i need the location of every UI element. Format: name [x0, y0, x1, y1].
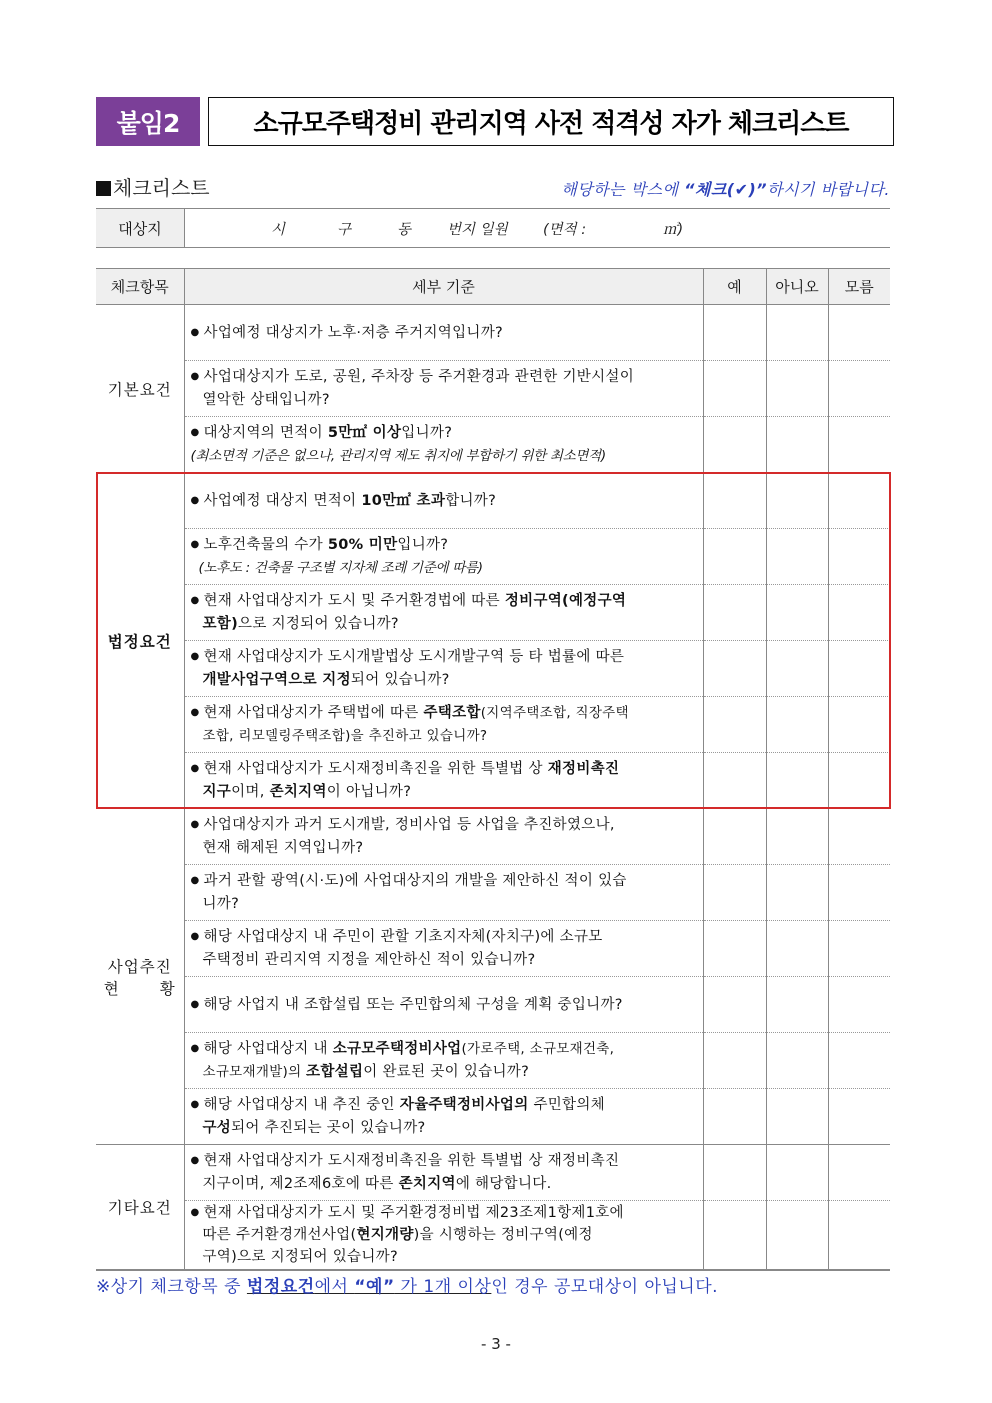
checkbox-no[interactable]: [766, 305, 828, 361]
checkbox-unknown[interactable]: [828, 1033, 890, 1089]
criteria-text: ● 과거 관할 광역(시·도)에 사업대상지의 개발을 제안하신 적이 있습 니까?: [184, 865, 703, 921]
table-row: [96, 977, 890, 1033]
checkbox-unknown[interactable]: [828, 809, 890, 865]
criteria-text: ● 현재 사업대상지가 도시재정비촉진을 위한 특별법 상 재정비촉진 지구이며, 제2조제6호에 따른 존치지역에 해당합니다.: [184, 1145, 703, 1201]
checkbox-no[interactable]: [766, 865, 828, 921]
bullet-icon: ●: [190, 763, 200, 774]
instruction-check-mark: “체크(✔)”: [684, 180, 768, 199]
table-row: [96, 473, 890, 529]
checkbox-yes[interactable]: [703, 1089, 766, 1145]
criteria-text: ● 해당 사업대상지 내 추진 중인 자율주택정비사업의 주민합의체 구성되어 추진되는 곳이 있습니까?: [184, 1089, 703, 1145]
bullet-icon: ●: [190, 1099, 200, 1110]
bullet-icon: ●: [190, 595, 200, 606]
criteria-text: ● 사업예정 대상지가 노후·저층 주거지역입니까?: [184, 305, 703, 361]
bullet-icon: ●: [190, 1207, 200, 1218]
criteria-text: ● 현재 사업대상지가 주택법에 따른 주택조합(지역주택조합, 직장주택 조합, 리모델링주택조합)을 추진하고 있습니까?: [184, 697, 703, 753]
bullet-icon: ●: [190, 931, 200, 942]
bullet-icon: ●: [190, 1043, 200, 1054]
table-header-row: [96, 269, 890, 305]
table-row: [96, 1033, 890, 1089]
checkbox-unknown[interactable]: [828, 865, 890, 921]
checkbox-yes[interactable]: [703, 1033, 766, 1089]
criteria-text: ● 현재 사업대상지가 도시 및 주거환경법에 따른 정비구역(예정구역 포함)으로 지정되어 있습니까?: [184, 585, 703, 641]
checkbox-yes[interactable]: [703, 641, 766, 697]
checkbox-yes[interactable]: [703, 865, 766, 921]
table-row: [96, 417, 890, 473]
site-lot-label: 번지 일원: [447, 221, 508, 238]
bullet-icon: ●: [190, 707, 200, 718]
checkbox-unknown[interactable]: [828, 1145, 890, 1201]
checkbox-unknown[interactable]: [828, 977, 890, 1033]
site-dong-label: 동: [397, 221, 412, 238]
table-row: [96, 865, 890, 921]
bullet-icon: ●: [190, 371, 200, 382]
checkbox-yes[interactable]: [703, 361, 766, 417]
attachment-badge: 붙임2: [96, 97, 200, 146]
checkbox-yes[interactable]: [703, 305, 766, 361]
checkbox-yes[interactable]: [703, 753, 766, 809]
table-row: [96, 1089, 890, 1145]
checkbox-unknown[interactable]: [828, 697, 890, 753]
checkbox-no[interactable]: [766, 921, 828, 977]
checkbox-yes[interactable]: [703, 473, 766, 529]
checkbox-yes[interactable]: [703, 1145, 766, 1201]
checkbox-unknown[interactable]: [828, 1201, 890, 1271]
table-row: [96, 921, 890, 977]
criteria-text: ● 사업대상지가 과거 도시개발, 정비사업 등 사업을 추진하였으나, 현재 해제된 지역입니까?: [184, 809, 703, 865]
header-criteria: 세부 기준: [184, 269, 703, 305]
checkbox-unknown[interactable]: [828, 305, 890, 361]
table-row: [96, 753, 890, 809]
checkbox-unknown[interactable]: [828, 361, 890, 417]
checkbox-unknown[interactable]: [828, 417, 890, 473]
bullet-icon: ●: [190, 494, 200, 506]
section-heading-label: 체크리스트: [113, 176, 210, 200]
bullet-icon: ●: [190, 427, 200, 438]
criteria-text: ● 대상지역의 면적이 5만㎡ 이상입니까? (최소면적 기준은 없으나, 관리지역 제도 취지에 부합하기 위한 최소면적): [184, 417, 703, 473]
bullet-icon: ●: [190, 998, 200, 1010]
category-basic: 기본요건: [96, 305, 184, 473]
square-bullet-icon: [96, 181, 111, 196]
checkbox-unknown[interactable]: [828, 585, 890, 641]
site-area-label: (면적 :: [543, 221, 587, 238]
header-category: 체크항목: [96, 269, 184, 305]
checkbox-yes[interactable]: [703, 529, 766, 585]
table-row: [96, 1201, 890, 1271]
site-district-label: 구: [337, 221, 352, 238]
table-row: [96, 697, 890, 753]
table-row: [96, 809, 890, 865]
footnote: ※상기 체크항목 중 법정요건에서 “예” 가 1개 이상인 경우 공모대상이 아닙니다.: [96, 1277, 719, 1297]
table-row: [96, 305, 890, 361]
section-heading: [96, 172, 210, 201]
checkbox-no[interactable]: [766, 1033, 828, 1089]
criteria-text: ● 사업예정 대상지 면적이 10만㎡ 초과합니까?: [184, 473, 703, 529]
checkbox-no[interactable]: [766, 977, 828, 1033]
criteria-text: ● 현재 사업대상지가 도시 및 주거환경정비법 제23조제1항제1호에 따른 주거환경개선사업(현지개량)을 시행하는 정비구역(예정 구역)으로 지정되어 있습니까?: [184, 1201, 703, 1271]
criteria-text: ● 사업대상지가 도로, 공원, 주차장 등 주거환경과 관련한 기반시설이 열악한 상태입니까?: [184, 361, 703, 417]
page-number: - 3 -: [481, 1335, 511, 1353]
criteria-text: ● 해당 사업대상지 내 주민이 관할 기초지자체(자치구)에 소규모 주택정비 관리지역 지정을 제안하신 적이 있습니까?: [184, 921, 703, 977]
bullet-icon: ●: [190, 875, 200, 886]
header-unknown: 모름: [828, 269, 890, 305]
checkbox-no[interactable]: [766, 753, 828, 809]
checkbox-no[interactable]: [766, 809, 828, 865]
site-label: 대상지: [96, 209, 185, 247]
checkbox-no[interactable]: [766, 1201, 828, 1271]
site-city-label: 시: [271, 221, 286, 238]
checkbox-yes[interactable]: [703, 585, 766, 641]
check-instruction: [561, 177, 890, 200]
table-row: [96, 585, 890, 641]
document-title: 소규모주택정비 관리지역 사전 적격성 자가 체크리스트: [208, 97, 894, 146]
category-progress: 사업추진 현 황: [96, 809, 184, 1145]
checkbox-unknown[interactable]: [828, 1089, 890, 1145]
criteria-text: ● 해당 사업대상지 내 소규모주택정비사업(가로주택, 소규모재건축, 소규모재개발)의 조합설립이 완료된 곳이 있습니까?: [184, 1033, 703, 1089]
table-row: [96, 1145, 890, 1201]
checkbox-no[interactable]: [766, 1089, 828, 1145]
instruction-text-end: 하시기 바랍니다.: [767, 180, 890, 199]
checkbox-no[interactable]: [766, 361, 828, 417]
checkbox-no[interactable]: [766, 641, 828, 697]
checkbox-no[interactable]: [766, 473, 828, 529]
site-area-unit: ㎡): [663, 221, 684, 238]
checkbox-unknown[interactable]: [828, 753, 890, 809]
checkbox-no[interactable]: [766, 1145, 828, 1201]
table-row: [96, 641, 890, 697]
checkbox-unknown[interactable]: [828, 921, 890, 977]
checkbox-unknown[interactable]: [828, 529, 890, 585]
table-row: [96, 529, 890, 585]
header-yes: 예: [703, 269, 766, 305]
checkbox-unknown[interactable]: [828, 641, 890, 697]
checkbox-yes[interactable]: [703, 1201, 766, 1271]
checkbox-no[interactable]: [766, 697, 828, 753]
site-table: [96, 208, 890, 248]
checkbox-yes[interactable]: [703, 697, 766, 753]
checkbox-no[interactable]: [766, 417, 828, 473]
bullet-icon: ●: [190, 651, 200, 662]
criteria-text: ● 현재 사업대상지가 도시개발법상 도시개발구역 등 타 법률에 따른 개발사업구역으로 지정되어 있습니까?: [184, 641, 703, 697]
checkbox-yes[interactable]: [703, 809, 766, 865]
site-address-field[interactable]: [185, 209, 890, 247]
criteria-text: ● 현재 사업대상지가 도시재정비촉진을 위한 특별법 상 재정비촉진 지구이며, 존치지역이 아닙니까?: [184, 753, 703, 809]
header-no: 아니오: [766, 269, 828, 305]
checklist-table: [96, 268, 890, 1271]
criteria-text: ● 해당 사업지 내 조합설립 또는 주민합의체 구성을 계획 중입니까?: [184, 977, 703, 1033]
criteria-text: ● 노후건축물의 수가 50% 미만입니까? (노후도 : 건축물 구조별 지자체 조례 기준에 따름): [184, 529, 703, 585]
checkbox-yes[interactable]: [703, 977, 766, 1033]
checkbox-yes[interactable]: [703, 417, 766, 473]
table-row: [96, 361, 890, 417]
category-other: 기타요건: [96, 1145, 184, 1271]
instruction-text: 해당하는 박스에: [561, 180, 685, 199]
bullet-icon: ●: [190, 819, 200, 830]
bullet-icon: ●: [190, 1155, 200, 1166]
checkbox-no[interactable]: [766, 585, 828, 641]
checkbox-no[interactable]: [766, 529, 828, 585]
category-legal: 법정요건: [96, 473, 184, 809]
bullet-icon: ●: [190, 539, 200, 550]
checkbox-yes[interactable]: [703, 921, 766, 977]
checkbox-unknown[interactable]: [828, 473, 890, 529]
bullet-icon: ●: [190, 326, 200, 338]
